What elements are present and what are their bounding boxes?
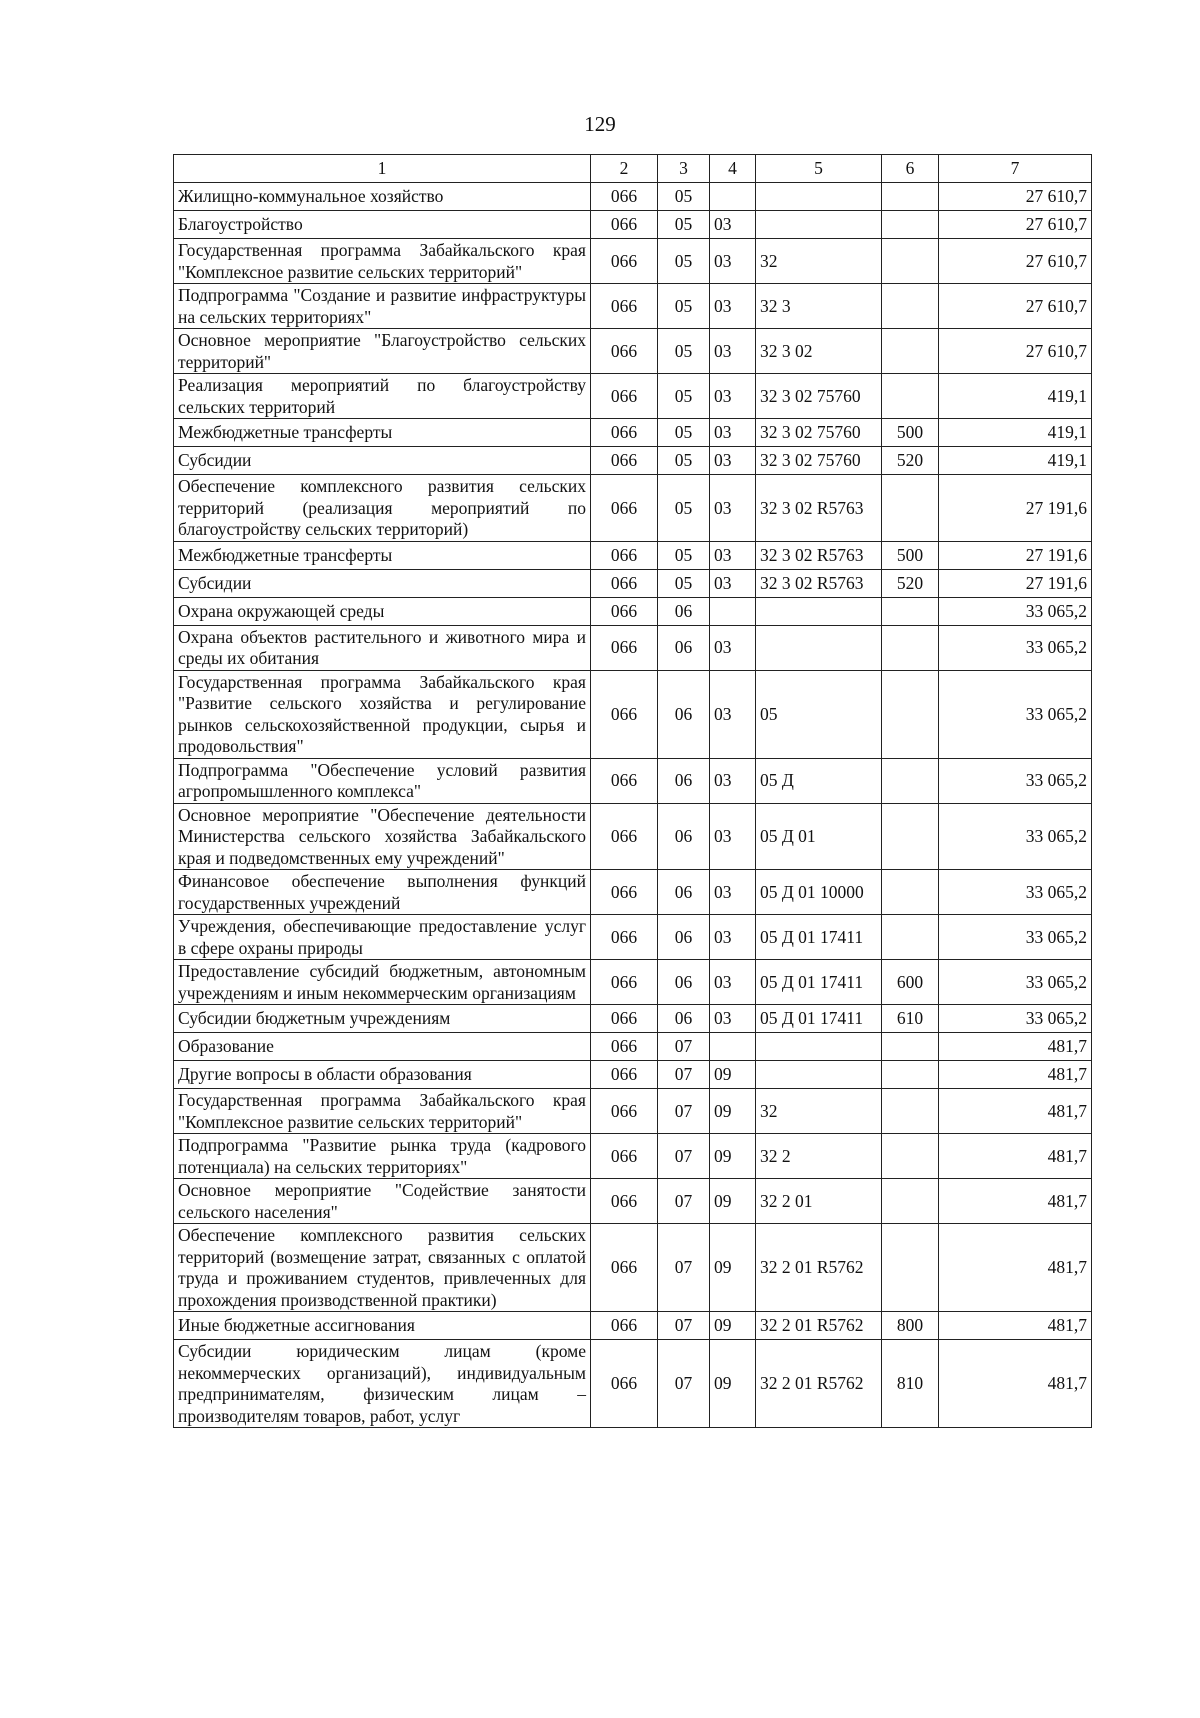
table-row (174, 475, 1092, 542)
item-name-cell: Государственная программа Забайкальского края "Развитие сельского хозяйства и регулирование рынков сельскохозяйственной продукции, сырья и продовольствия" (174, 670, 591, 758)
amount-cell: 27 191,6 (939, 541, 1092, 569)
ministry-code-cell: 066 (591, 475, 658, 542)
section-cell: 05 (658, 419, 710, 447)
expense-type-cell (882, 1089, 939, 1134)
expense-type-cell (882, 284, 939, 329)
amount-cell: 27 610,7 (939, 239, 1092, 284)
ministry-code-cell: 066 (591, 284, 658, 329)
amount-cell: 481,7 (939, 1089, 1092, 1134)
item-name-cell: Предоставление субсидий бюджетным, автономным учреждениям и иным некоммерческим организациям (174, 960, 591, 1005)
subsection-cell: 09 (710, 1089, 756, 1134)
ministry-code-cell: 066 (591, 960, 658, 1005)
target-article-cell: 32 3 (756, 284, 882, 329)
item-name-cell: Межбюджетные трансферты (174, 419, 591, 447)
section-cell: 06 (658, 960, 710, 1005)
amount-cell: 481,7 (939, 1224, 1092, 1312)
section-cell: 05 (658, 329, 710, 374)
table-row (174, 803, 1092, 870)
table-row (174, 1134, 1092, 1179)
target-article-cell: 32 2 01 (756, 1179, 882, 1224)
expense-type-cell: 500 (882, 541, 939, 569)
amount-cell: 481,7 (939, 1312, 1092, 1340)
expense-type-cell (882, 1134, 939, 1179)
expense-type-cell: 800 (882, 1312, 939, 1340)
amount-cell: 27 191,6 (939, 475, 1092, 542)
subsection-cell: 03 (710, 569, 756, 597)
expense-type-cell (882, 625, 939, 670)
target-article-cell: 05 Д 01 (756, 803, 882, 870)
expense-type-cell (882, 597, 939, 625)
amount-cell: 419,1 (939, 447, 1092, 475)
table-row (174, 670, 1092, 758)
table-row (174, 1005, 1092, 1033)
target-article-cell: 32 3 02 75760 (756, 374, 882, 419)
target-article-cell: 32 3 02 (756, 329, 882, 374)
item-name-cell: Образование (174, 1033, 591, 1061)
target-article-cell: 32 3 02 75760 (756, 447, 882, 475)
table-row (174, 1089, 1092, 1134)
subsection-cell: 03 (710, 915, 756, 960)
subsection-cell: 09 (710, 1061, 756, 1089)
subsection-cell: 09 (710, 1312, 756, 1340)
ministry-code-cell: 066 (591, 670, 658, 758)
table-row (174, 239, 1092, 284)
amount-cell: 33 065,2 (939, 758, 1092, 803)
ministry-code-cell: 066 (591, 915, 658, 960)
item-name-cell: Основное мероприятие "Содействие занятости сельского населения" (174, 1179, 591, 1224)
ministry-code-cell: 066 (591, 1340, 658, 1428)
expense-type-cell (882, 758, 939, 803)
expense-type-cell: 500 (882, 419, 939, 447)
ministry-code-cell: 066 (591, 183, 658, 211)
amount-cell: 33 065,2 (939, 625, 1092, 670)
ministry-code-cell: 066 (591, 1312, 658, 1340)
section-cell: 05 (658, 569, 710, 597)
subsection-cell: 03 (710, 625, 756, 670)
subsection-cell: 03 (710, 758, 756, 803)
section-cell: 07 (658, 1089, 710, 1134)
section-cell: 06 (658, 870, 710, 915)
ministry-code-cell: 066 (591, 569, 658, 597)
ministry-code-cell: 066 (591, 803, 658, 870)
item-name-cell: Охрана объектов растительного и животного мира и среды их обитания (174, 625, 591, 670)
subsection-cell: 03 (710, 374, 756, 419)
section-cell: 07 (658, 1033, 710, 1061)
section-cell: 06 (658, 758, 710, 803)
amount-cell: 481,7 (939, 1340, 1092, 1428)
target-article-cell: 32 3 02 75760 (756, 419, 882, 447)
item-name-cell: Подпрограмма "Обеспечение условий развития агропромышленного комплекса" (174, 758, 591, 803)
ministry-code-cell: 066 (591, 211, 658, 239)
table-row (174, 915, 1092, 960)
amount-cell: 33 065,2 (939, 803, 1092, 870)
target-article-cell: 32 (756, 239, 882, 284)
amount-cell: 419,1 (939, 374, 1092, 419)
table-row (174, 541, 1092, 569)
ministry-code-cell: 066 (591, 541, 658, 569)
table-body (174, 183, 1092, 1428)
expense-type-cell (882, 803, 939, 870)
amount-cell: 481,7 (939, 1061, 1092, 1089)
amount-cell: 33 065,2 (939, 1005, 1092, 1033)
subsection-cell: 09 (710, 1224, 756, 1312)
column-header-2: 2 (591, 155, 658, 183)
subsection-cell: 03 (710, 419, 756, 447)
amount-cell: 481,7 (939, 1179, 1092, 1224)
table-row (174, 419, 1092, 447)
item-name-cell: Подпрограмма "Развитие рынка труда (кадрового потенциала) на сельских территориях" (174, 1134, 591, 1179)
table-row (174, 1033, 1092, 1061)
subsection-cell: 09 (710, 1134, 756, 1179)
table-row (174, 211, 1092, 239)
header-row (174, 155, 1092, 183)
target-article-cell: 32 3 02 R5763 (756, 475, 882, 542)
section-cell: 07 (658, 1179, 710, 1224)
expense-type-cell (882, 1061, 939, 1089)
section-cell: 05 (658, 475, 710, 542)
subsection-cell (710, 183, 756, 211)
amount-cell: 33 065,2 (939, 960, 1092, 1005)
target-article-cell: 32 3 02 R5763 (756, 569, 882, 597)
item-name-cell: Благоустройство (174, 211, 591, 239)
table-row (174, 870, 1092, 915)
budget-table (173, 154, 1092, 1428)
expense-type-cell (882, 211, 939, 239)
section-cell: 06 (658, 803, 710, 870)
subsection-cell: 03 (710, 1005, 756, 1033)
expense-type-cell (882, 1224, 939, 1312)
item-name-cell: Другие вопросы в области образования (174, 1061, 591, 1089)
expense-type-cell (882, 475, 939, 542)
table-row (174, 1312, 1092, 1340)
subsection-cell: 03 (710, 870, 756, 915)
target-article-cell: 05 Д (756, 758, 882, 803)
table-row (174, 1224, 1092, 1312)
table-row (174, 960, 1092, 1005)
amount-cell: 481,7 (939, 1134, 1092, 1179)
subsection-cell: 09 (710, 1340, 756, 1428)
section-cell: 07 (658, 1061, 710, 1089)
subsection-cell: 03 (710, 541, 756, 569)
section-cell: 06 (658, 670, 710, 758)
expense-type-cell: 810 (882, 1340, 939, 1428)
section-cell: 05 (658, 239, 710, 284)
amount-cell: 27 610,7 (939, 211, 1092, 239)
column-header-5: 5 (756, 155, 882, 183)
section-cell: 06 (658, 625, 710, 670)
subsection-cell: 03 (710, 960, 756, 1005)
subsection-cell: 09 (710, 1179, 756, 1224)
amount-cell: 481,7 (939, 1033, 1092, 1061)
subsection-cell: 03 (710, 239, 756, 284)
ministry-code-cell: 066 (591, 758, 658, 803)
item-name-cell: Иные бюджетные ассигнования (174, 1312, 591, 1340)
item-name-cell: Финансовое обеспечение выполнения функций государственных учреждений (174, 870, 591, 915)
item-name-cell: Основное мероприятие "Обеспечение деятельности Министерства сельского хозяйства Забайкальского края и подведомственных ему учреждений" (174, 803, 591, 870)
item-name-cell: Подпрограмма "Создание и развитие инфраструктуры на сельских территориях" (174, 284, 591, 329)
amount-cell: 33 065,2 (939, 597, 1092, 625)
ministry-code-cell: 066 (591, 374, 658, 419)
table-row (174, 1179, 1092, 1224)
amount-cell: 27 610,7 (939, 183, 1092, 211)
target-article-cell: 32 2 (756, 1134, 882, 1179)
item-name-cell: Субсидии бюджетным учреждениям (174, 1005, 591, 1033)
target-article-cell: 05 Д 01 17411 (756, 960, 882, 1005)
item-name-cell: Государственная программа Забайкальского края "Комплексное развитие сельских территорий" (174, 1089, 591, 1134)
expense-type-cell (882, 239, 939, 284)
table-row (174, 374, 1092, 419)
ministry-code-cell: 066 (591, 1134, 658, 1179)
expense-type-cell (882, 183, 939, 211)
column-header-7: 7 (939, 155, 1092, 183)
ministry-code-cell: 066 (591, 870, 658, 915)
section-cell: 07 (658, 1134, 710, 1179)
table-row (174, 284, 1092, 329)
item-name-cell: Учреждения, обеспечивающие предоставление услуг в сфере охраны природы (174, 915, 591, 960)
section-cell: 05 (658, 183, 710, 211)
target-article-cell: 32 3 02 R5763 (756, 541, 882, 569)
item-name-cell: Субсидии (174, 447, 591, 475)
target-article-cell: 05 Д 01 10000 (756, 870, 882, 915)
subsection-cell (710, 1033, 756, 1061)
subsection-cell: 03 (710, 803, 756, 870)
target-article-cell (756, 1033, 882, 1061)
item-name-cell: Государственная программа Забайкальского края "Комплексное развитие сельских территорий" (174, 239, 591, 284)
subsection-cell: 03 (710, 284, 756, 329)
column-header-3: 3 (658, 155, 710, 183)
target-article-cell: 05 Д 01 17411 (756, 915, 882, 960)
expense-type-cell (882, 870, 939, 915)
section-cell: 07 (658, 1340, 710, 1428)
subsection-cell: 03 (710, 447, 756, 475)
subsection-cell: 03 (710, 211, 756, 239)
expense-type-cell: 520 (882, 569, 939, 597)
ministry-code-cell: 066 (591, 329, 658, 374)
amount-cell: 33 065,2 (939, 915, 1092, 960)
table-row (174, 1340, 1092, 1428)
target-article-cell (756, 625, 882, 670)
table-row (174, 569, 1092, 597)
ministry-code-cell: 066 (591, 1005, 658, 1033)
amount-cell: 33 065,2 (939, 870, 1092, 915)
section-cell: 06 (658, 1005, 710, 1033)
amount-cell: 27 191,6 (939, 569, 1092, 597)
target-article-cell: 32 2 01 R5762 (756, 1340, 882, 1428)
item-name-cell: Основное мероприятие "Благоустройство сельских территорий" (174, 329, 591, 374)
target-article-cell: 32 (756, 1089, 882, 1134)
item-name-cell: Субсидии (174, 569, 591, 597)
expense-type-cell (882, 915, 939, 960)
target-article-cell: 32 2 01 R5762 (756, 1312, 882, 1340)
column-header-4: 4 (710, 155, 756, 183)
table-row (174, 758, 1092, 803)
target-article-cell (756, 211, 882, 239)
target-article-cell: 32 2 01 R5762 (756, 1224, 882, 1312)
section-cell: 05 (658, 374, 710, 419)
table-header (174, 155, 1092, 183)
table-row (174, 597, 1092, 625)
expense-type-cell (882, 670, 939, 758)
target-article-cell: 05 (756, 670, 882, 758)
item-name-cell: Субсидии юридическим лицам (кроме некоммерческих организаций), индивидуальным предпринимателям, физическим лицам – производителям товаров, работ, услуг (174, 1340, 591, 1428)
ministry-code-cell: 066 (591, 447, 658, 475)
table-row (174, 447, 1092, 475)
subsection-cell: 03 (710, 670, 756, 758)
ministry-code-cell: 066 (591, 1089, 658, 1134)
ministry-code-cell: 066 (591, 625, 658, 670)
expense-type-cell (882, 1033, 939, 1061)
section-cell: 06 (658, 915, 710, 960)
section-cell: 05 (658, 211, 710, 239)
expense-type-cell (882, 374, 939, 419)
item-name-cell: Обеспечение комплексного развития сельских территорий (возмещение затрат, связанных с оплатой труда и проживанием студентов, привлеченных для прохождения производственной практики) (174, 1224, 591, 1312)
target-article-cell: 05 Д 01 17411 (756, 1005, 882, 1033)
item-name-cell: Межбюджетные трансферты (174, 541, 591, 569)
expense-type-cell: 520 (882, 447, 939, 475)
column-header-6: 6 (882, 155, 939, 183)
section-cell: 05 (658, 447, 710, 475)
item-name-cell: Жилищно-коммунальное хозяйство (174, 183, 591, 211)
section-cell: 06 (658, 597, 710, 625)
ministry-code-cell: 066 (591, 1061, 658, 1089)
target-article-cell (756, 597, 882, 625)
subsection-cell (710, 597, 756, 625)
ministry-code-cell: 066 (591, 419, 658, 447)
ministry-code-cell: 066 (591, 1224, 658, 1312)
table-row (174, 625, 1092, 670)
section-cell: 05 (658, 541, 710, 569)
subsection-cell: 03 (710, 475, 756, 542)
amount-cell: 33 065,2 (939, 670, 1092, 758)
table-row (174, 1061, 1092, 1089)
amount-cell: 419,1 (939, 419, 1092, 447)
expense-type-cell (882, 1179, 939, 1224)
subsection-cell: 03 (710, 329, 756, 374)
ministry-code-cell: 066 (591, 597, 658, 625)
section-cell: 07 (658, 1224, 710, 1312)
ministry-code-cell: 066 (591, 1179, 658, 1224)
amount-cell: 27 610,7 (939, 284, 1092, 329)
item-name-cell: Реализация мероприятий по благоустройству сельских территорий (174, 374, 591, 419)
expense-type-cell: 600 (882, 960, 939, 1005)
target-article-cell (756, 183, 882, 211)
amount-cell: 27 610,7 (939, 329, 1092, 374)
section-cell: 07 (658, 1312, 710, 1340)
column-header-1: 1 (174, 155, 591, 183)
page-number: 129 (584, 112, 616, 136)
item-name-cell: Обеспечение комплексного развития сельских территорий (реализация мероприятий по благоустройству сельских территорий) (174, 475, 591, 542)
item-name-cell: Охрана окружающей среды (174, 597, 591, 625)
table-row (174, 183, 1092, 211)
target-article-cell (756, 1061, 882, 1089)
expense-type-cell (882, 329, 939, 374)
section-cell: 05 (658, 284, 710, 329)
ministry-code-cell: 066 (591, 239, 658, 284)
table-row (174, 329, 1092, 374)
expense-type-cell: 610 (882, 1005, 939, 1033)
ministry-code-cell: 066 (591, 1033, 658, 1061)
